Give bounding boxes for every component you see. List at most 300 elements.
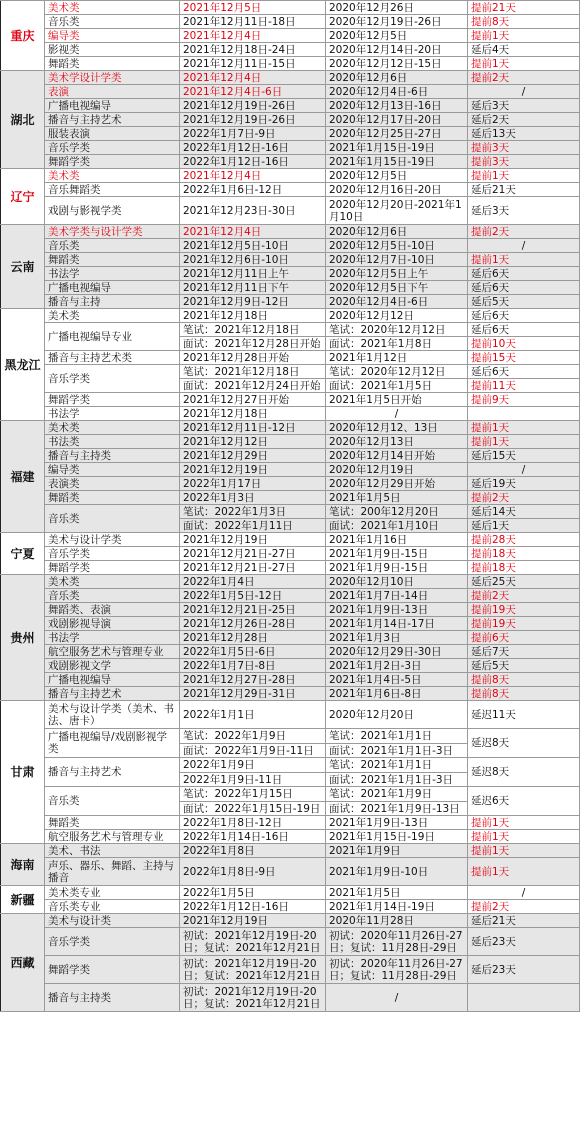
diff-cell: 延后13天 bbox=[468, 127, 580, 141]
diff-cell: 提前18天 bbox=[468, 561, 580, 575]
date-2021-cell: 2022年1月6日-12日 bbox=[180, 183, 326, 197]
date-2020-cell: 2020年12月7日-10日 bbox=[326, 253, 468, 267]
table-row bbox=[1, 295, 580, 309]
date-2021-cell: 2021年12月21日-25日 bbox=[180, 603, 326, 617]
category-cell: 舞蹈学类 bbox=[45, 561, 180, 575]
table-row bbox=[1, 575, 580, 589]
date-2020-cell: 2020年12月5日 bbox=[326, 29, 468, 43]
diff-cell: 延后6天 bbox=[468, 281, 580, 295]
table-row bbox=[1, 43, 580, 57]
category-cell: 表演类 bbox=[45, 477, 180, 491]
category-cell: 舞蹈类 bbox=[45, 491, 180, 505]
date-2021-cell: 2021年12月18日-24日 bbox=[180, 43, 326, 57]
category-cell: 舞蹈类、表演 bbox=[45, 603, 180, 617]
date-2020-cell: 2020年12月6日 bbox=[326, 71, 468, 85]
diff-cell: 延后1天 bbox=[468, 519, 580, 533]
diff-cell bbox=[468, 407, 580, 421]
date-2020-cell: 面试：2021年1月8日 bbox=[326, 337, 468, 351]
diff-cell: 提前9天 bbox=[468, 393, 580, 407]
category-cell: 美术类 bbox=[45, 575, 180, 589]
date-2020-cell: 2021年1月16日 bbox=[326, 533, 468, 547]
date-2021-cell: 2021年12月11日-12日 bbox=[180, 421, 326, 435]
table-row bbox=[1, 435, 580, 449]
diff-cell: 提前1天 bbox=[468, 435, 580, 449]
date-2020-cell: 2021年1月9日-13日 bbox=[326, 603, 468, 617]
diff-cell: 延后6天 bbox=[468, 309, 580, 323]
category-cell: 音乐学类 bbox=[45, 141, 180, 155]
date-2020-cell: 笔试：2020年12月12日 bbox=[326, 365, 468, 379]
table-row bbox=[1, 477, 580, 491]
date-2020-cell: 2021年1月2日-3日 bbox=[326, 659, 468, 673]
table-row bbox=[1, 505, 580, 519]
diff-cell: 提前18天 bbox=[468, 547, 580, 561]
table-row bbox=[1, 844, 580, 858]
date-2021-cell: 笔试：2021年12月18日 bbox=[180, 323, 326, 337]
diff-cell: 提前1天 bbox=[468, 57, 580, 71]
diff-cell: 提前19天 bbox=[468, 603, 580, 617]
date-2020-cell: 2020年12月10日 bbox=[326, 575, 468, 589]
date-2020-cell: 笔试：2021年1月1日 bbox=[326, 758, 468, 773]
date-2020-cell: / bbox=[326, 984, 468, 1012]
date-2021-cell: 2021年12月19日 bbox=[180, 914, 326, 928]
diff-cell: 延后25天 bbox=[468, 575, 580, 589]
date-2021-cell: 2021年12月27日-28日 bbox=[180, 673, 326, 687]
table-row bbox=[1, 463, 580, 477]
date-2021-cell: 笔试：2022年1月3日 bbox=[180, 505, 326, 519]
date-2021-cell: 2021年12月4日 bbox=[180, 71, 326, 85]
table-row bbox=[1, 57, 580, 71]
diff-cell: 延后23天 bbox=[468, 956, 580, 984]
diff-cell: 提前1天 bbox=[468, 816, 580, 830]
diff-cell: 延后19天 bbox=[468, 477, 580, 491]
date-2020-cell: 2020年12月25日-27日 bbox=[326, 127, 468, 141]
date-2020-cell: 2020年12月13日-16日 bbox=[326, 99, 468, 113]
table-row bbox=[1, 589, 580, 603]
table-row bbox=[1, 1, 580, 15]
table-row bbox=[1, 603, 580, 617]
date-2020-cell: 2020年12月14日开始 bbox=[326, 449, 468, 463]
category-cell: 声乐、器乐、舞蹈、主持与播音 bbox=[45, 858, 180, 886]
table-row bbox=[1, 830, 580, 844]
date-2020-cell: 2021年1月9日-15日 bbox=[326, 561, 468, 575]
table-row bbox=[1, 547, 580, 561]
date-2020-cell: 面试：2021年1月9日-13日 bbox=[326, 802, 468, 816]
diff-cell: 提前1天 bbox=[468, 844, 580, 858]
category-cell: 书法类 bbox=[45, 435, 180, 449]
category-cell: 影视类 bbox=[45, 43, 180, 57]
province-cell: 黑龙江 bbox=[1, 309, 45, 421]
province-cell: 福建 bbox=[1, 421, 45, 533]
category-cell: 表演 bbox=[45, 85, 180, 99]
category-cell: 播音与主持 bbox=[45, 295, 180, 309]
diff-cell: 延后7天 bbox=[468, 645, 580, 659]
date-2020-cell: 2021年1月7日-14日 bbox=[326, 589, 468, 603]
table-row bbox=[1, 281, 580, 295]
date-2021-cell: 2022年1月7日-8日 bbox=[180, 659, 326, 673]
date-2021-cell: 2021年12月6日-10日 bbox=[180, 253, 326, 267]
category-cell: 音乐类 bbox=[45, 15, 180, 29]
date-2021-cell: 2022年1月14日-16日 bbox=[180, 830, 326, 844]
table-row bbox=[1, 225, 580, 239]
table-row bbox=[1, 673, 580, 687]
date-2021-cell: 2021年12月27日开始 bbox=[180, 393, 326, 407]
date-2021-cell: 2022年1月5日-6日 bbox=[180, 645, 326, 659]
date-2021-cell: 2021年12月21日-27日 bbox=[180, 561, 326, 575]
diff-cell: 提前10天 bbox=[468, 337, 580, 351]
date-2020-cell: 2020年12月29日-30日 bbox=[326, 645, 468, 659]
diff-cell: 提前1天 bbox=[468, 421, 580, 435]
date-2021-cell: 面试：2022年1月15日-19日 bbox=[180, 802, 326, 816]
date-2020-cell: 初试：2020年11月26日-27日；复试：11月28日-29日 bbox=[326, 928, 468, 956]
province-cell: 甘肃 bbox=[1, 701, 45, 844]
date-2021-cell: 初试：2021年12月19日-20日；复试：2021年12月21日 bbox=[180, 928, 326, 956]
table-row bbox=[1, 197, 580, 225]
province-cell: 重庆 bbox=[1, 1, 45, 71]
date-2020-cell: 笔试：2021年1月1日 bbox=[326, 729, 468, 744]
table-row bbox=[1, 533, 580, 547]
category-cell: 广播电视编导专业 bbox=[45, 323, 180, 351]
date-2020-cell: 2020年12月19日 bbox=[326, 463, 468, 477]
date-2021-cell: 2021年12月28日 bbox=[180, 631, 326, 645]
date-2021-cell: 2022年1月12日-16日 bbox=[180, 155, 326, 169]
table-row bbox=[1, 267, 580, 281]
category-cell: 音乐学类 bbox=[45, 928, 180, 956]
date-2021-cell: 2021年12月18日 bbox=[180, 309, 326, 323]
diff-cell: 延后2天 bbox=[468, 113, 580, 127]
date-2020-cell: 2021年1月9日 bbox=[326, 844, 468, 858]
date-2021-cell: 2021年12月9日-12日 bbox=[180, 295, 326, 309]
diff-cell: / bbox=[468, 239, 580, 253]
category-cell: 广播电视编导 bbox=[45, 99, 180, 113]
date-2020-cell: 笔试：2021年1月9日 bbox=[326, 787, 468, 802]
category-cell: 播音与主持艺术 bbox=[45, 113, 180, 127]
date-2021-cell: 2022年1月12日-16日 bbox=[180, 141, 326, 155]
date-2020-cell: 面试：2021年1月10日 bbox=[326, 519, 468, 533]
date-2021-cell: 2021年12月21日-27日 bbox=[180, 547, 326, 561]
diff-cell: 延迟8天 bbox=[468, 758, 580, 787]
diff-cell: 提前1天 bbox=[468, 29, 580, 43]
diff-cell: 延后3天 bbox=[468, 99, 580, 113]
diff-cell: 提前1天 bbox=[468, 253, 580, 267]
category-cell: 航空服务艺术与管理专业 bbox=[45, 830, 180, 844]
date-2020-cell: 2021年1月15日-19日 bbox=[326, 155, 468, 169]
diff-cell: 延后21天 bbox=[468, 183, 580, 197]
date-2020-cell: 2020年12月12日 bbox=[326, 309, 468, 323]
diff-cell: 提前11天 bbox=[468, 379, 580, 393]
diff-cell: 提前19天 bbox=[468, 617, 580, 631]
diff-cell: 提前2天 bbox=[468, 491, 580, 505]
table-body bbox=[1, 1, 580, 1012]
category-cell: 播音与主持类 bbox=[45, 449, 180, 463]
table-row bbox=[1, 365, 580, 379]
category-cell: 音乐类 bbox=[45, 505, 180, 533]
category-cell: 舞蹈类 bbox=[45, 816, 180, 830]
table-row bbox=[1, 15, 580, 29]
table-row bbox=[1, 253, 580, 267]
diff-cell: 提前2天 bbox=[468, 589, 580, 603]
table-row bbox=[1, 323, 580, 337]
diff-cell: 提前1天 bbox=[468, 830, 580, 844]
diff-cell: 延后15天 bbox=[468, 449, 580, 463]
category-cell: 音乐类 bbox=[45, 787, 180, 816]
table-row bbox=[1, 687, 580, 701]
category-cell: 书法学 bbox=[45, 631, 180, 645]
category-cell: 美术与设计学类（美术、书法、唐卡） bbox=[45, 701, 180, 729]
table-row bbox=[1, 407, 580, 421]
date-2020-cell: 2020年12月5日下午 bbox=[326, 281, 468, 295]
date-2021-cell: 面试：2021年12月28日开始 bbox=[180, 337, 326, 351]
date-2021-cell: 2021年12月29日 bbox=[180, 449, 326, 463]
date-2020-cell: 笔试：200年12月20日 bbox=[326, 505, 468, 519]
table-row bbox=[1, 631, 580, 645]
category-cell: 舞蹈学类 bbox=[45, 393, 180, 407]
date-2020-cell: 2020年12月4日-6日 bbox=[326, 295, 468, 309]
province-cell: 湖北 bbox=[1, 71, 45, 169]
table-row bbox=[1, 659, 580, 673]
date-2020-cell: / bbox=[326, 407, 468, 421]
date-2021-cell: 2021年12月5日-10日 bbox=[180, 239, 326, 253]
date-2021-cell: 2021年12月4日-6日 bbox=[180, 85, 326, 99]
province-cell: 云南 bbox=[1, 225, 45, 309]
date-2021-cell: 2022年1月3日 bbox=[180, 491, 326, 505]
date-2021-cell: 2022年1月7日-9日 bbox=[180, 127, 326, 141]
category-cell: 美术类 bbox=[45, 421, 180, 435]
diff-cell: 延迟11天 bbox=[468, 701, 580, 729]
date-2021-cell: 2021年12月4日 bbox=[180, 29, 326, 43]
table-row bbox=[1, 351, 580, 365]
date-2021-cell: 2021年12月26日-28日 bbox=[180, 617, 326, 631]
date-2020-cell: 2021年1月15日-19日 bbox=[326, 141, 468, 155]
date-2020-cell: 2021年1月9日-15日 bbox=[326, 547, 468, 561]
date-2021-cell: 初试：2021年12月19日-20日；复试：2021年12月21日 bbox=[180, 984, 326, 1012]
diff-cell: 提前1天 bbox=[468, 169, 580, 183]
date-2021-cell: 2021年12月11日-18日 bbox=[180, 15, 326, 29]
diff-cell bbox=[468, 984, 580, 1012]
date-2021-cell: 2022年1月5日-12日 bbox=[180, 589, 326, 603]
date-2020-cell: 2021年1月5日开始 bbox=[326, 393, 468, 407]
province-cell: 西藏 bbox=[1, 914, 45, 1012]
date-2021-cell: 2021年12月4日 bbox=[180, 169, 326, 183]
table-row bbox=[1, 113, 580, 127]
category-cell: 航空服务艺术与管理专业 bbox=[45, 645, 180, 659]
diff-cell: 提前15天 bbox=[468, 351, 580, 365]
table-row bbox=[1, 787, 580, 802]
table-row bbox=[1, 155, 580, 169]
diff-cell: / bbox=[468, 463, 580, 477]
diff-cell: 提前3天 bbox=[468, 155, 580, 169]
date-2020-cell: 初试：2020年11月26日-27日；复试：11月28日-29日 bbox=[326, 956, 468, 984]
date-2020-cell: 2021年1月12日 bbox=[326, 351, 468, 365]
table-row bbox=[1, 141, 580, 155]
diff-cell: 延后3天 bbox=[468, 197, 580, 225]
date-2020-cell: 2020年12月19日-26日 bbox=[326, 15, 468, 29]
category-cell: 舞蹈学类 bbox=[45, 155, 180, 169]
category-cell: 舞蹈类 bbox=[45, 57, 180, 71]
date-2021-cell: 2022年1月5日 bbox=[180, 886, 326, 900]
province-cell: 贵州 bbox=[1, 575, 45, 701]
category-cell: 戏剧影视文学 bbox=[45, 659, 180, 673]
date-2021-cell: 笔试：2022年1月15日 bbox=[180, 787, 326, 802]
diff-cell: 延迟8天 bbox=[468, 729, 580, 758]
date-2020-cell: 2020年11月28日 bbox=[326, 914, 468, 928]
date-2020-cell: 2020年12月5日 bbox=[326, 169, 468, 183]
table-row bbox=[1, 701, 580, 729]
date-2021-cell: 2021年12月29日-31日 bbox=[180, 687, 326, 701]
date-2021-cell: 2022年1月8日-12日 bbox=[180, 816, 326, 830]
diff-cell: 延后23天 bbox=[468, 928, 580, 956]
category-cell: 书法学 bbox=[45, 407, 180, 421]
table-row bbox=[1, 729, 580, 744]
category-cell: 舞蹈类 bbox=[45, 253, 180, 267]
date-2021-cell: 2021年12月19日-26日 bbox=[180, 113, 326, 127]
diff-cell: 延后6天 bbox=[468, 365, 580, 379]
table-row bbox=[1, 239, 580, 253]
date-2020-cell: 2020年12月5日上午 bbox=[326, 267, 468, 281]
date-2021-cell: 2021年12月19日 bbox=[180, 533, 326, 547]
date-2020-cell: 2020年12月17日-20日 bbox=[326, 113, 468, 127]
category-cell: 美术学类与设计学类 bbox=[45, 225, 180, 239]
diff-cell: 提前8天 bbox=[468, 15, 580, 29]
category-cell: 音乐舞蹈类 bbox=[45, 183, 180, 197]
category-cell: 服装表演 bbox=[45, 127, 180, 141]
category-cell: 舞蹈学类 bbox=[45, 956, 180, 984]
table-row bbox=[1, 491, 580, 505]
date-2020-cell: 2021年1月14日-17日 bbox=[326, 617, 468, 631]
table-row bbox=[1, 29, 580, 43]
date-2020-cell: 面试：2021年1月5日 bbox=[326, 379, 468, 393]
category-cell: 广播电视编导/戏剧影视学类 bbox=[45, 729, 180, 758]
diff-cell: 提前2天 bbox=[468, 900, 580, 914]
diff-cell: 提前2天 bbox=[468, 71, 580, 85]
province-cell: 新疆 bbox=[1, 886, 45, 914]
category-cell: 播音与主持艺术类 bbox=[45, 351, 180, 365]
date-2021-cell: 2021年12月18日 bbox=[180, 407, 326, 421]
date-2021-cell: 2022年1月17日 bbox=[180, 477, 326, 491]
table-row bbox=[1, 816, 580, 830]
date-2020-cell: 2020年12月5日-10日 bbox=[326, 239, 468, 253]
date-2020-cell: 2020年12月13日 bbox=[326, 435, 468, 449]
date-2021-cell: 2022年1月9日 bbox=[180, 758, 326, 773]
date-2020-cell: 2020年12月4日-6日 bbox=[326, 85, 468, 99]
category-cell: 美术类专业 bbox=[45, 886, 180, 900]
date-2021-cell: 2021年12月5日 bbox=[180, 1, 326, 15]
table-row bbox=[1, 984, 580, 1012]
category-cell: 音乐学类 bbox=[45, 365, 180, 393]
table-row bbox=[1, 309, 580, 323]
diff-cell: 延后5天 bbox=[468, 295, 580, 309]
category-cell: 音乐学类 bbox=[45, 547, 180, 561]
table-row bbox=[1, 393, 580, 407]
date-2021-cell: 2022年1月9日-11日 bbox=[180, 773, 326, 787]
diff-cell: 延后6天 bbox=[468, 323, 580, 337]
table-row bbox=[1, 449, 580, 463]
diff-cell: 提前21天 bbox=[468, 1, 580, 15]
diff-cell: / bbox=[468, 886, 580, 900]
table-row bbox=[1, 956, 580, 984]
date-2020-cell: 2021年1月9日-10日 bbox=[326, 858, 468, 886]
date-2020-cell: 2021年1月14日-19日 bbox=[326, 900, 468, 914]
date-2021-cell: 2021年12月11日上午 bbox=[180, 267, 326, 281]
table-row bbox=[1, 85, 580, 99]
date-2021-cell: 面试：2022年1月9日-11日 bbox=[180, 744, 326, 758]
table-row bbox=[1, 858, 580, 886]
date-2020-cell: 笔试：2020年12月12日 bbox=[326, 323, 468, 337]
diff-cell: 延后4天 bbox=[468, 43, 580, 57]
diff-cell: 提前8天 bbox=[468, 673, 580, 687]
date-2021-cell: 2022年1月1日 bbox=[180, 701, 326, 729]
category-cell: 音乐类 bbox=[45, 589, 180, 603]
date-2020-cell: 2020年12月12、13日 bbox=[326, 421, 468, 435]
diff-cell: 提前2天 bbox=[468, 225, 580, 239]
table-row bbox=[1, 928, 580, 956]
table-row bbox=[1, 886, 580, 900]
date-2021-cell: 笔试：2022年1月9日 bbox=[180, 729, 326, 744]
date-2020-cell: 面试：2021年1月1日-3日 bbox=[326, 744, 468, 758]
category-cell: 美术与设计类 bbox=[45, 914, 180, 928]
table-row bbox=[1, 71, 580, 85]
diff-cell: 提前8天 bbox=[468, 687, 580, 701]
date-2021-cell: 2021年12月23日-30日 bbox=[180, 197, 326, 225]
table-row bbox=[1, 421, 580, 435]
date-2021-cell: 面试：2022年1月11日 bbox=[180, 519, 326, 533]
province-cell: 辽宁 bbox=[1, 169, 45, 225]
date-2020-cell: 2021年1月5日 bbox=[326, 491, 468, 505]
date-2021-cell: 面试：2021年12月24日开始 bbox=[180, 379, 326, 393]
date-2020-cell: 2020年12月6日 bbox=[326, 225, 468, 239]
diff-cell: / bbox=[468, 85, 580, 99]
diff-cell: 延迟6天 bbox=[468, 787, 580, 816]
date-2021-cell: 初试：2021年12月19日-20日；复试：2021年12月21日 bbox=[180, 956, 326, 984]
date-2021-cell: 2022年1月4日 bbox=[180, 575, 326, 589]
date-2021-cell: 2021年12月19日-26日 bbox=[180, 99, 326, 113]
category-cell: 广播电视编导 bbox=[45, 281, 180, 295]
category-cell: 播音与主持艺术 bbox=[45, 758, 180, 787]
category-cell: 美术类 bbox=[45, 1, 180, 15]
category-cell: 书法学 bbox=[45, 267, 180, 281]
category-cell: 美术类 bbox=[45, 169, 180, 183]
date-2020-cell: 2020年12月16日-20日 bbox=[326, 183, 468, 197]
table-row bbox=[1, 183, 580, 197]
date-2020-cell: 2020年12月20日 bbox=[326, 701, 468, 729]
category-cell: 美术、书法 bbox=[45, 844, 180, 858]
date-2021-cell: 2021年12月4日 bbox=[180, 225, 326, 239]
date-2020-cell: 2021年1月5日 bbox=[326, 886, 468, 900]
diff-cell: 延后6天 bbox=[468, 267, 580, 281]
table-row bbox=[1, 99, 580, 113]
category-cell: 音乐类专业 bbox=[45, 900, 180, 914]
date-2021-cell: 2022年1月8日-9日 bbox=[180, 858, 326, 886]
table-row bbox=[1, 900, 580, 914]
table-row bbox=[1, 127, 580, 141]
diff-cell: 提前6天 bbox=[468, 631, 580, 645]
diff-cell: 延后21天 bbox=[468, 914, 580, 928]
date-2020-cell: 2020年12月20日-2021年1月10日 bbox=[326, 197, 468, 225]
diff-cell: 提前1天 bbox=[468, 858, 580, 886]
category-cell: 美术类 bbox=[45, 309, 180, 323]
table-row bbox=[1, 914, 580, 928]
table-row bbox=[1, 617, 580, 631]
province-cell: 海南 bbox=[1, 844, 45, 886]
date-2020-cell: 2020年12月12日-15日 bbox=[326, 57, 468, 71]
date-2020-cell: 2020年12月29日开始 bbox=[326, 477, 468, 491]
date-2020-cell: 2021年1月6日-8日 bbox=[326, 687, 468, 701]
category-cell: 播音与主持类 bbox=[45, 984, 180, 1012]
table-row bbox=[1, 561, 580, 575]
date-2021-cell: 2021年12月11日-15日 bbox=[180, 57, 326, 71]
date-2020-cell: 2020年12月26日 bbox=[326, 1, 468, 15]
date-2020-cell: 面试：2021年1月1日-3日 bbox=[326, 773, 468, 787]
date-2021-cell: 2021年12月19日 bbox=[180, 463, 326, 477]
